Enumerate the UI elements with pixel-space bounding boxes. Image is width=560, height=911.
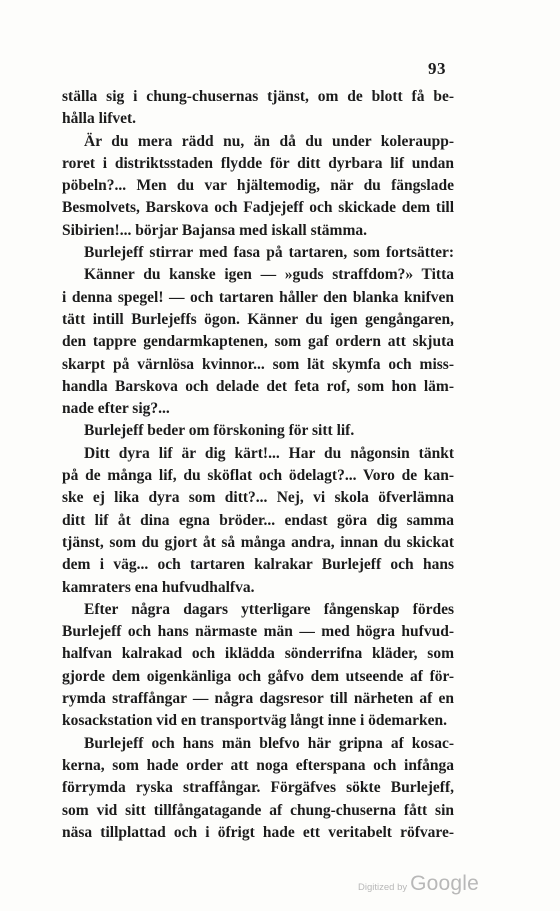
text-line: Är du mera rädd nu, än då du under koleraupp- [84, 132, 454, 150]
text-line: ställa sig i chung-chusernas tjänst, om de blott få be- [62, 88, 454, 105]
text-line: i denna spegel! — och tartaren håller den blanka knifven [62, 288, 454, 306]
text-line: Burlejeff beder om förskoning för sitt lif. [84, 422, 355, 440]
text-line: ske ej lika dyra som ditt?... Nej, vi skola öfverlämna [62, 489, 454, 507]
text-line: rymda straffångar — några dagsresor till närheten af en [62, 690, 454, 708]
google-logo: Google [410, 872, 480, 895]
watermark-prefix: Digitized by [358, 882, 408, 893]
text-line: pöbeln?... Men du var hjältemodig, när du fängslade [62, 177, 454, 195]
text-line: kamraters ena hufvudhalfva. [62, 578, 255, 596]
text-line: på de många lif, du sköflat och ödelagt?... Voro de kan- [62, 467, 454, 485]
text-line: roret i distriktsstaden flydde för ditt dyrbara lif undan [62, 154, 454, 172]
text-line: Ditt dyra lif är dig kärt!... Har du någonsin tänkt [84, 444, 454, 462]
text-line: Besmolvets, Barskova och Fadjejeff och skickade dem till [62, 199, 454, 217]
text-line: Burlejeff och hans närmaste män — med högra hufvud- [62, 623, 454, 641]
text-line: kosackstation vid en transportväg långt inne i ödemarken. [62, 712, 447, 730]
text-line: gjorde dem oigenkänliga och gåfvo dem utseende af för- [62, 667, 454, 685]
text-line: förrymda ryska straffångar. Förgäfves sökte Burlejeff, [62, 779, 454, 797]
text-line: halfvan kalrakad och iklädda sönderrifna kläder, som [62, 645, 454, 663]
text-line: nade efter sig?... [62, 400, 170, 418]
text-line: som vid sitt tillfångatagande af chung-chuserna fått sin [62, 801, 454, 819]
text-line: näsa tillplattad och i öfrigt hade ett veritabelt röfvare- [62, 823, 454, 841]
text-line: dem i väg... och tartaren kalrakar Burlejeff och hans [62, 556, 454, 574]
text-line: kerna, som hade order att noga efterspana och infånga [62, 756, 454, 774]
text-line: Burlejeff och hans män blefvo här gripna af kosac- [84, 734, 454, 752]
text-line: skarpt på värnlösa kvinnor... som lät skymfa och miss- [62, 355, 454, 373]
body-text [62, 86, 454, 844]
text-line: den tappre gendarmkaptenen, som gaf ordern att skjuta [62, 333, 454, 351]
text-line: tätt intill Burlejeffs ögon. Känner du igen gengångaren, [62, 310, 454, 328]
text-line: handla Barskova och delade det feta rof, som hon läm- [62, 377, 454, 395]
text-line: tjänst, som du gjort åt så många andra, innan du skickat [62, 533, 454, 551]
digitized-by-google-watermark [358, 872, 479, 896]
text-line: Burlejeff stirrar med fasa på tartaren, som fortsätter: [84, 244, 454, 262]
page-number: 93 [428, 59, 446, 78]
text-line: Sibirien!... börjar Bajansa med iskall stämma. [62, 221, 367, 239]
text-line: Känner du kanske igen — »guds straffdom?» Titta [84, 266, 454, 284]
text-line: hålla lifvet. [62, 110, 137, 128]
text-line: ditt lif åt dina egna bröder... endast göra dig samma [62, 511, 454, 529]
text-line: Efter några dagars ytterligare fångenskap fördes [84, 600, 454, 618]
